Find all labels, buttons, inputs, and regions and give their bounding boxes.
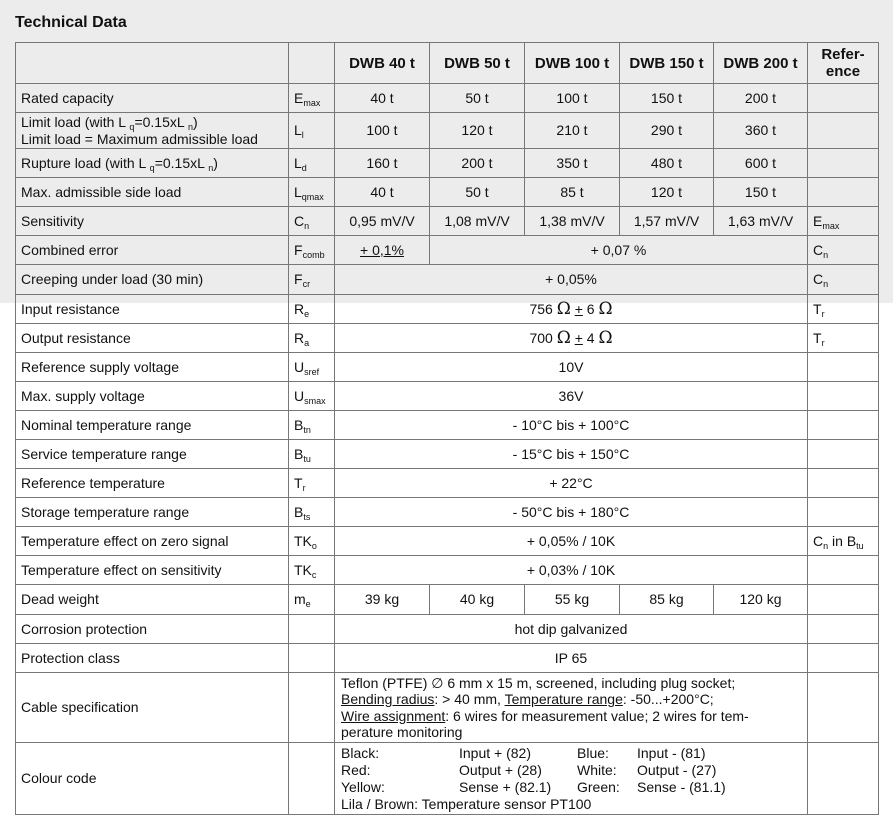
row-reference bbox=[808, 113, 879, 149]
row-label: Rated capacity bbox=[16, 84, 289, 113]
cell-value: 120 kg bbox=[714, 585, 808, 615]
row-label: Storage temperature range bbox=[16, 498, 289, 527]
cell-value: 120 t bbox=[430, 113, 525, 149]
cable-spec-cell: Teflon (PTFE) ∅ 6 mm x 15 m, screened, including plug socket; Bending radius: > 40 mm, Temperature range: -50...+200°C; Wire assignment: 6 wires for measurement value; 2 wires for tem- perature monitoring bbox=[335, 673, 808, 743]
row-reference bbox=[808, 673, 879, 743]
cell-value: 480 t bbox=[620, 149, 714, 178]
cell-value: 1,08 mV/V bbox=[430, 207, 525, 236]
table-row bbox=[16, 236, 879, 265]
table-row bbox=[16, 411, 879, 440]
row-label: Combined error bbox=[16, 236, 289, 265]
row-symbol: $B_{tn}$ bbox=[289, 411, 335, 440]
cell-value-merged: 36V bbox=[335, 382, 808, 411]
row-reference bbox=[808, 353, 879, 382]
row-symbol: $E_{max}$ bbox=[289, 84, 335, 113]
row-symbol: $T_r$ bbox=[289, 469, 335, 498]
row-symbol: $F_{comb}$ bbox=[289, 236, 335, 265]
row-reference bbox=[808, 440, 879, 469]
row-label: Max. supply voltage bbox=[16, 382, 289, 411]
table-row bbox=[16, 324, 879, 353]
row-reference bbox=[808, 498, 879, 527]
row-reference: $C_n$ bbox=[808, 265, 879, 295]
cell-value: 40 kg bbox=[430, 585, 525, 615]
row-label: Output resistance bbox=[16, 324, 289, 353]
table-row bbox=[16, 498, 879, 527]
cell-value: 39 kg bbox=[335, 585, 430, 615]
cell-value: 50 t bbox=[430, 84, 525, 113]
row-symbol bbox=[289, 743, 335, 815]
table-row bbox=[16, 743, 879, 815]
cell-value: 600 t bbox=[714, 149, 808, 178]
colour-code-cell: Black: Input + (82) Blue: Input - (81) Red: Output + (28) White: Output - (27) Yellow: Sense + (82.1) Green: Sense - (81.1) Lila / Brown: Temperature sensor PT100 bbox=[335, 743, 808, 815]
header-model: DWB 150 t bbox=[620, 43, 714, 84]
cell-value: 0,95 mV/V bbox=[335, 207, 430, 236]
colour-line: Black: Input + (82) Blue: Input - (81) bbox=[341, 744, 706, 761]
page-title: Technical Data bbox=[15, 14, 127, 31]
cell-value-merged: hot dip galvanized bbox=[335, 615, 808, 644]
row-label: Temperature effect on sensitivity bbox=[16, 556, 289, 585]
row-label: Rupture load (with L $_q$=0.15xL $_n$) bbox=[16, 149, 289, 178]
row-symbol bbox=[289, 644, 335, 673]
table-row bbox=[16, 113, 879, 149]
cell-value: 210 t bbox=[525, 113, 620, 149]
table-row bbox=[16, 440, 879, 469]
cell-value: 40 t bbox=[335, 178, 430, 207]
row-symbol: $F_{cr}$ bbox=[289, 265, 335, 295]
row-reference bbox=[808, 178, 879, 207]
row-reference bbox=[808, 469, 879, 498]
cell-value: 120 t bbox=[620, 178, 714, 207]
row-reference bbox=[808, 644, 879, 673]
row-label: Cable specification bbox=[16, 673, 289, 743]
cell-value-merged: + 0,03% / 10K bbox=[335, 556, 808, 585]
cell-value: 100 t bbox=[335, 113, 430, 149]
row-symbol: $L_d$ bbox=[289, 149, 335, 178]
table-row bbox=[16, 207, 879, 236]
row-label: Reference temperature bbox=[16, 469, 289, 498]
cell-value-merged: + 22°C bbox=[335, 469, 808, 498]
table-row bbox=[16, 382, 879, 411]
table-row bbox=[16, 295, 879, 324]
cell-value-merged: IP 65 bbox=[335, 644, 808, 673]
row-label: Protection class bbox=[16, 644, 289, 673]
cell-value-merged: + 0,05% / 10K bbox=[335, 527, 808, 556]
row-label: Max. admissible side load bbox=[16, 178, 289, 207]
cell-value: 85 kg bbox=[620, 585, 714, 615]
row-reference: $C_n$ bbox=[808, 236, 879, 265]
row-reference bbox=[808, 743, 879, 815]
row-reference: $T_r$ bbox=[808, 324, 879, 353]
colour-line: Yellow: Sense + (82.1) Green: Sense - (81.1) bbox=[341, 778, 726, 795]
row-label: Nominal temperature range bbox=[16, 411, 289, 440]
table-row bbox=[16, 615, 879, 644]
technical-data-table bbox=[15, 42, 879, 815]
cell-value-merged: 700 Ω + 4 Ω bbox=[335, 324, 808, 353]
row-symbol: $U_{sref}$ bbox=[289, 353, 335, 382]
row-symbol: $R_a$ bbox=[289, 324, 335, 353]
cell-value-merged: 756 Ω + 6 Ω bbox=[335, 295, 808, 324]
row-symbol: $B_{tu}$ bbox=[289, 440, 335, 469]
row-symbol: $TK_c$ bbox=[289, 556, 335, 585]
table-row bbox=[16, 585, 879, 615]
cell-value: 1,38 mV/V bbox=[525, 207, 620, 236]
table-row bbox=[16, 353, 879, 382]
row-symbol: $L_l$ bbox=[289, 113, 335, 149]
header-model: DWB 40 t bbox=[335, 43, 430, 84]
header-empty-sym bbox=[289, 43, 335, 84]
cell-value: 150 t bbox=[620, 84, 714, 113]
table-row bbox=[16, 673, 879, 743]
row-reference: $E_{max}$ bbox=[808, 207, 879, 236]
table-header-row bbox=[16, 43, 879, 84]
table-row bbox=[16, 527, 879, 556]
row-label: Dead weight bbox=[16, 585, 289, 615]
row-reference: $T_r$ bbox=[808, 295, 879, 324]
row-reference: $C_n$ in $B_{tu}$ bbox=[808, 527, 879, 556]
cell-value-merged: - 15°C bis + 150°C bbox=[335, 440, 808, 469]
cell-value: 40 t bbox=[335, 84, 430, 113]
row-label: Input resistance bbox=[16, 295, 289, 324]
cell-value: 1,63 mV/V bbox=[714, 207, 808, 236]
row-symbol: $B_{ts}$ bbox=[289, 498, 335, 527]
header-empty bbox=[16, 43, 289, 84]
table-row bbox=[16, 178, 879, 207]
row-label: Corrosion protection bbox=[16, 615, 289, 644]
cell-value: 160 t bbox=[335, 149, 430, 178]
row-symbol: $U_{smax}$ bbox=[289, 382, 335, 411]
table-row bbox=[16, 644, 879, 673]
cell-value: + 0,1% bbox=[335, 236, 430, 265]
row-symbol bbox=[289, 615, 335, 644]
cell-value: 55 kg bbox=[525, 585, 620, 615]
cell-value-merged: - 50°C bis + 180°C bbox=[335, 498, 808, 527]
cell-value: 85 t bbox=[525, 178, 620, 207]
row-reference bbox=[808, 149, 879, 178]
cell-value: 290 t bbox=[620, 113, 714, 149]
row-symbol: $R_e$ bbox=[289, 295, 335, 324]
row-label: Temperature effect on zero signal bbox=[16, 527, 289, 556]
row-reference bbox=[808, 84, 879, 113]
cell-value: 100 t bbox=[525, 84, 620, 113]
header-reference: Refer-ence bbox=[808, 43, 879, 84]
row-label: Creeping under load (30 min) bbox=[16, 265, 289, 295]
row-label: Colour code bbox=[16, 743, 289, 815]
cell-value-merged: + 0,05% bbox=[335, 265, 808, 295]
row-label: Service temperature range bbox=[16, 440, 289, 469]
cell-value: 200 t bbox=[430, 149, 525, 178]
row-symbol: $C_n$ bbox=[289, 207, 335, 236]
row-label: Limit load (with L $_q$=0.15xL $_n$) Limit load = Maximum admissible load bbox=[16, 113, 289, 149]
row-reference bbox=[808, 585, 879, 615]
cell-value-merged: 10V bbox=[335, 353, 808, 382]
row-reference bbox=[808, 556, 879, 585]
table-row bbox=[16, 556, 879, 585]
table-row bbox=[16, 149, 879, 178]
row-reference bbox=[808, 615, 879, 644]
cell-value: 150 t bbox=[714, 178, 808, 207]
header-model: DWB 100 t bbox=[525, 43, 620, 84]
cell-value: 350 t bbox=[525, 149, 620, 178]
cell-value: 50 t bbox=[430, 178, 525, 207]
cell-value-merged: + 0,07 % bbox=[430, 236, 808, 265]
colour-line: Red: Output + (28) White: Output - (27) bbox=[341, 761, 717, 778]
cell-value-merged: - 10°C bis + 100°C bbox=[335, 411, 808, 440]
row-label: Sensitivity bbox=[16, 207, 289, 236]
header-model: DWB 50 t bbox=[430, 43, 525, 84]
header-model: DWB 200 t bbox=[714, 43, 808, 84]
table-row bbox=[16, 469, 879, 498]
table-row bbox=[16, 265, 879, 295]
row-symbol: $TK_o$ bbox=[289, 527, 335, 556]
row-symbol bbox=[289, 673, 335, 743]
cell-value: 1,57 mV/V bbox=[620, 207, 714, 236]
row-label: Reference supply voltage bbox=[16, 353, 289, 382]
row-symbol: $m_e$ bbox=[289, 585, 335, 615]
row-symbol: $L_{qmax}$ bbox=[289, 178, 335, 207]
cell-value: 200 t bbox=[714, 84, 808, 113]
cell-value: 360 t bbox=[714, 113, 808, 149]
row-reference bbox=[808, 382, 879, 411]
row-reference bbox=[808, 411, 879, 440]
table-row bbox=[16, 84, 879, 113]
